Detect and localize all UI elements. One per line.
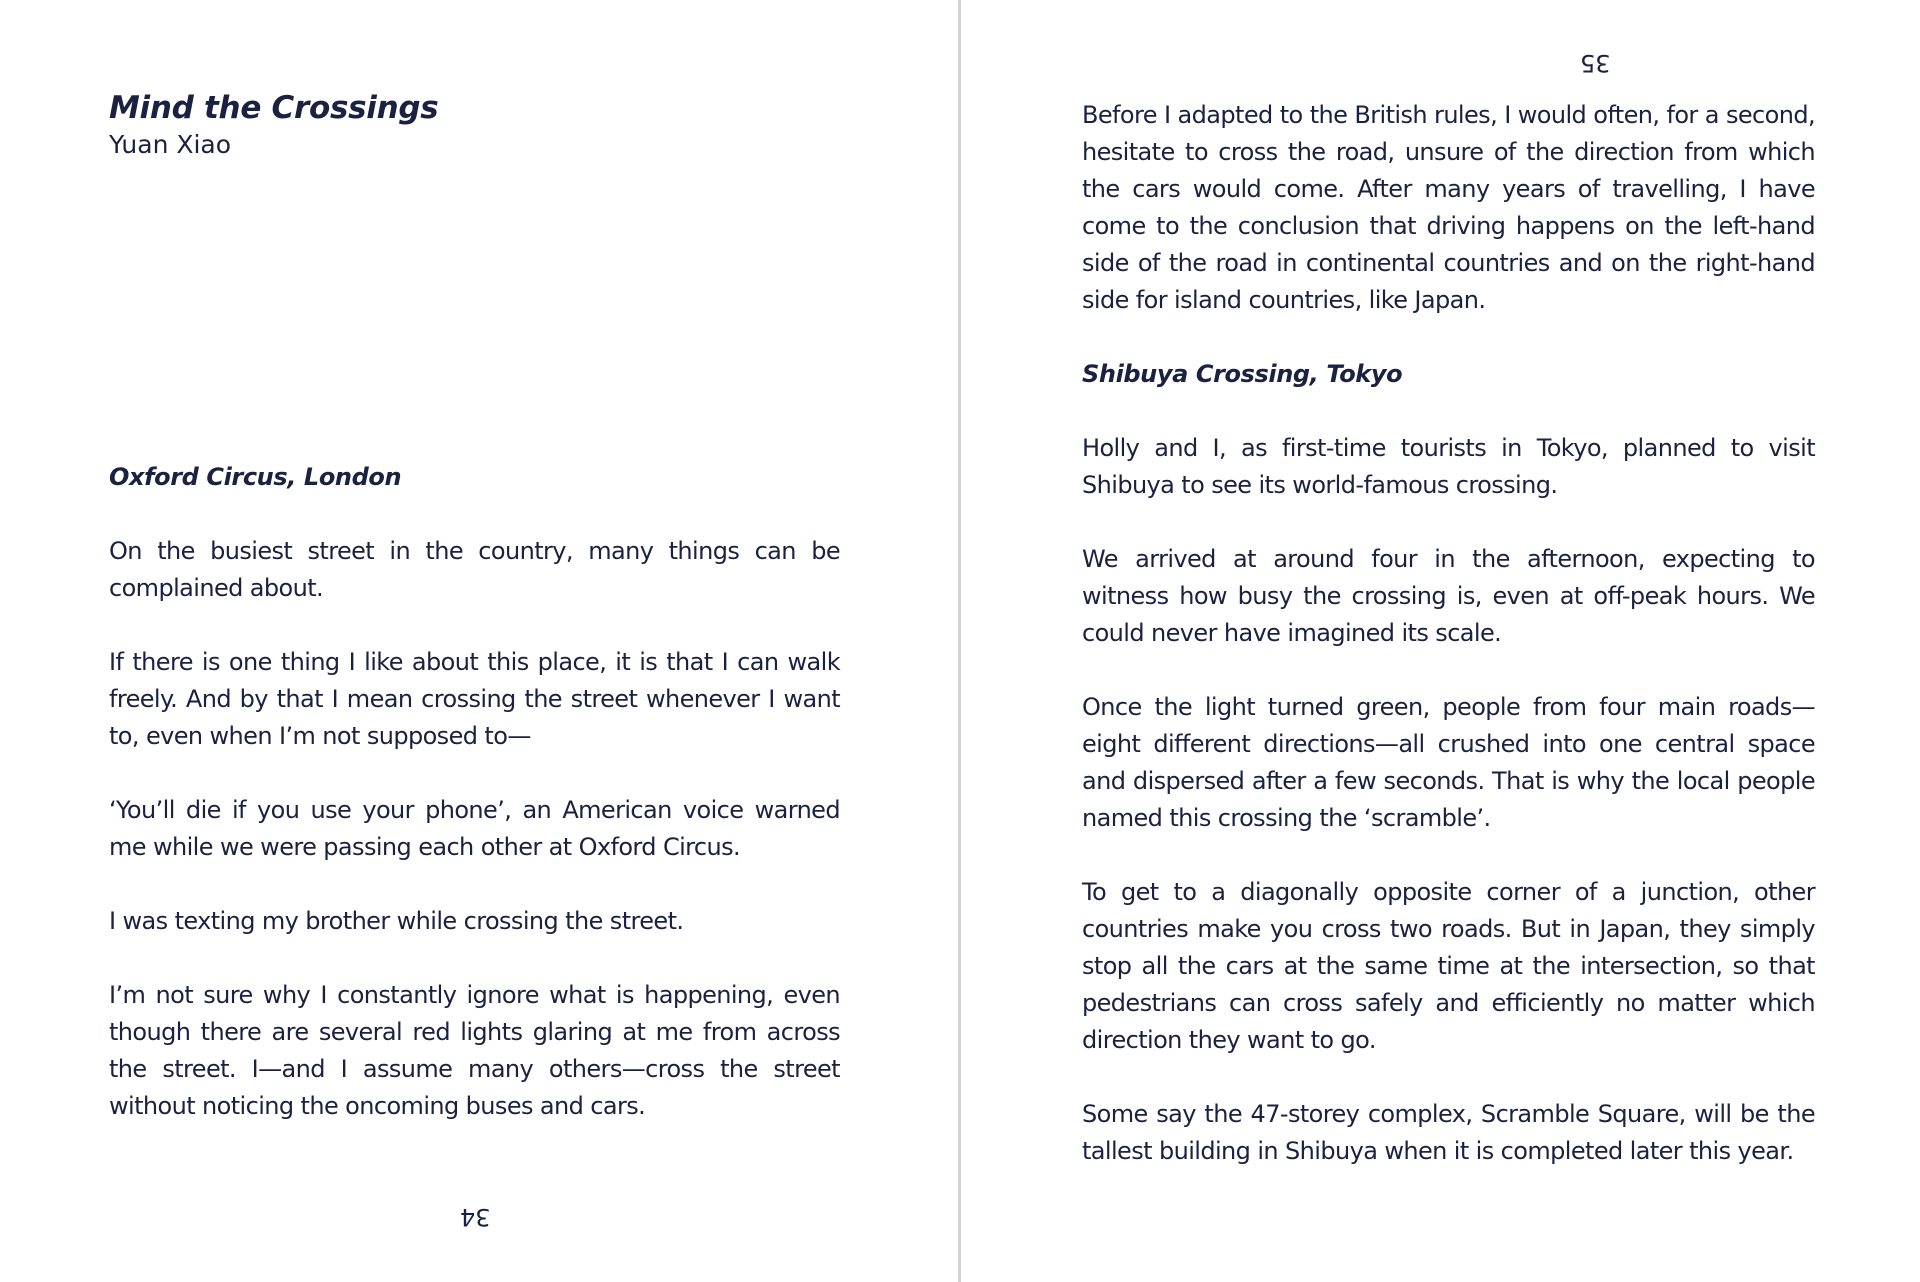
left-page-body: [109, 459, 840, 1125]
paragraph: I was texting my brother while crossing the street.: [109, 907, 684, 935]
paragraph: We arrived at around four in the afternoon, expecting to witness how busy the crossing is, even at off-peak hours. We could never have imagined its scale.: [1082, 545, 1815, 647]
article-title: Mind the Crossings: [109, 90, 439, 126]
page-number-left: 34: [460, 1203, 491, 1231]
paragraph: Once the light turned green, people from four main roads—eight different directions—all crushed into one central space and dispersed after a few seconds. That is why the local people named this crossing the ‘scramble’.: [1082, 693, 1815, 832]
section-heading-oxford-circus: Oxford Circus, London: [109, 463, 402, 491]
paragraph: On the busiest street in the country, many things can be complained about.: [109, 537, 840, 602]
page-number-right: 35: [1580, 49, 1611, 77]
paragraph: To get to a diagonally opposite corner of a junction, other countries make you cross two roads. But in Japan, they simply stop all the cars at the same time at the intersection, so that pedestrians can cross safely and efficiently no matter which direction they want to go.: [1082, 878, 1815, 1054]
paragraph: ‘You’ll die if you use your phone’, an American voice warned me while we were passing each other at Oxford Circus.: [109, 796, 840, 861]
right-page-body: [1082, 97, 1815, 1170]
intro-paragraph: Before I adapted to the British rules, I would often, for a second, hesitate to cross the road, unsure of the direction from which the cars would come. After many years of travelling, I have come to the conclusion that driving happens on the left-hand side of the road in continental countries and on the right-hand side for island countries, like Japan.: [1082, 101, 1815, 314]
paragraph: I’m not sure why I constantly ignore what is happening, even though there are several red lights glaring at me from across the street. I—and I assume many others—cross the street without noticing the oncoming buses and cars.: [109, 981, 840, 1120]
paragraph: Holly and I, as first-time tourists in Tokyo, planned to visit Shibuya to see its world-famous crossing.: [1082, 434, 1815, 499]
section-heading-shibuya-crossing: Shibuya Crossing, Tokyo: [1082, 360, 1403, 388]
paragraph: Some say the 47-storey complex, Scramble Square, will be the tallest building in Shibuya when it is completed later this year.: [1082, 1100, 1815, 1165]
left-page: [0, 0, 958, 1282]
article-author: Yuan Xiao: [109, 130, 232, 159]
right-page: [961, 0, 1920, 1282]
paragraph: If there is one thing I like about this place, it is that I can walk freely. And by that I mean crossing the street whenever I want to, even when I’m not supposed to—: [109, 648, 840, 750]
